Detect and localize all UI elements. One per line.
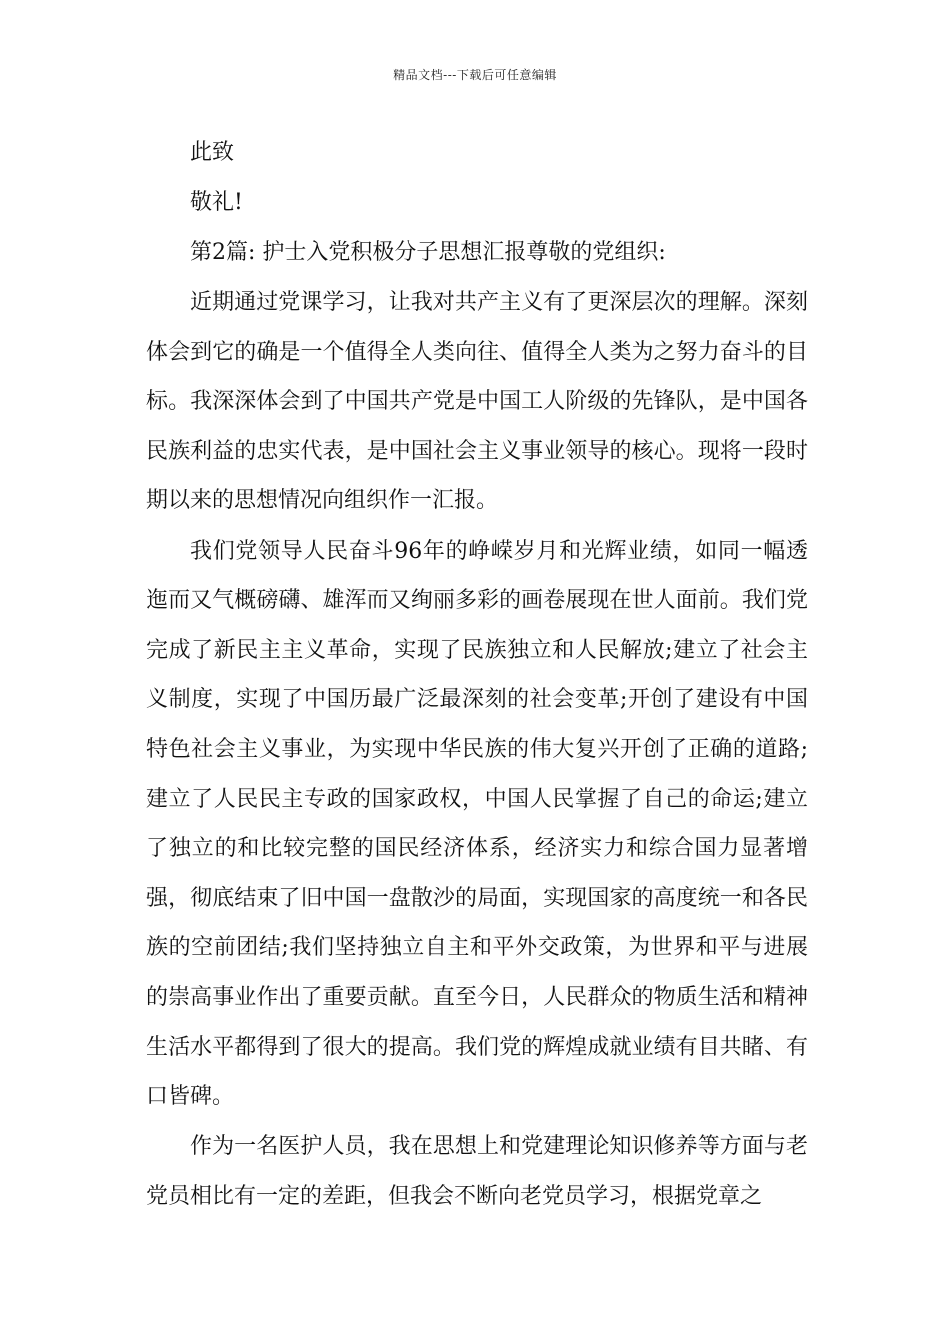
page-header: 精品文档---下载后可任意编辑: [393, 68, 557, 82]
paragraph-1: 近期通过党课学习，让我对共产主义有了更深层次的理解。深刻体会到它的确是一个值得全人类向往、值得全人类为之努力奋斗的目标。我深深体会到了中国共产党是中国工人阶级的先锋队，是中国各民族利益的忠实代表，是中国社会主义事业领导的核心。现将一段时期以来的思想情况向组织作一汇报。: [146, 290, 808, 514]
paragraph-2: 我们党领导人民奋斗96年的峥嵘岁月和光辉业绩，如同一幅透迤而又气概磅礴、雄浑而又绚丽多彩的画卷展现在世人面前。我们党完成了新民主主义革命，实现了民族独立和人民解放;建立了社会主义制度，实现了中国历最广泛最深刻的社会变革;开创了建设有中国特色社会主义事业，为实现中华民族的伟大复兴开创了正确的道路;建立了人民民主专政的国家政权，中国人民掌握了自己的命运;建立了独立的和比较完整的国民经济体系，经济实力和综合国力显著增强，彻底结束了旧中国一盘散沙的局面，实现国家的高度统一和各民族的空前团结;我们坚持独立自主和平外交政策，为世界和平与进展的崇高事业作出了重要贡献。直至今日，人民群众的物质生活和精神生活水平都得到了很大的提高。我们党的辉煌成就业绩有目共睹、有口皆碑。: [146, 538, 808, 1110]
closing-line-1: 此致: [190, 140, 235, 165]
closing-line-2: 敬礼!: [190, 190, 243, 215]
paragraph-3: 作为一名医护人员，我在思想上和党建理论知识修养等方面与老党员相比有一定的差距，但我会不断向老党员学习，根据党章之: [146, 1134, 808, 1209]
section-title: 第2篇: 护士入党积极分子思想汇报尊敬的党组织:: [190, 240, 666, 265]
document-body: [146, 128, 808, 1221]
